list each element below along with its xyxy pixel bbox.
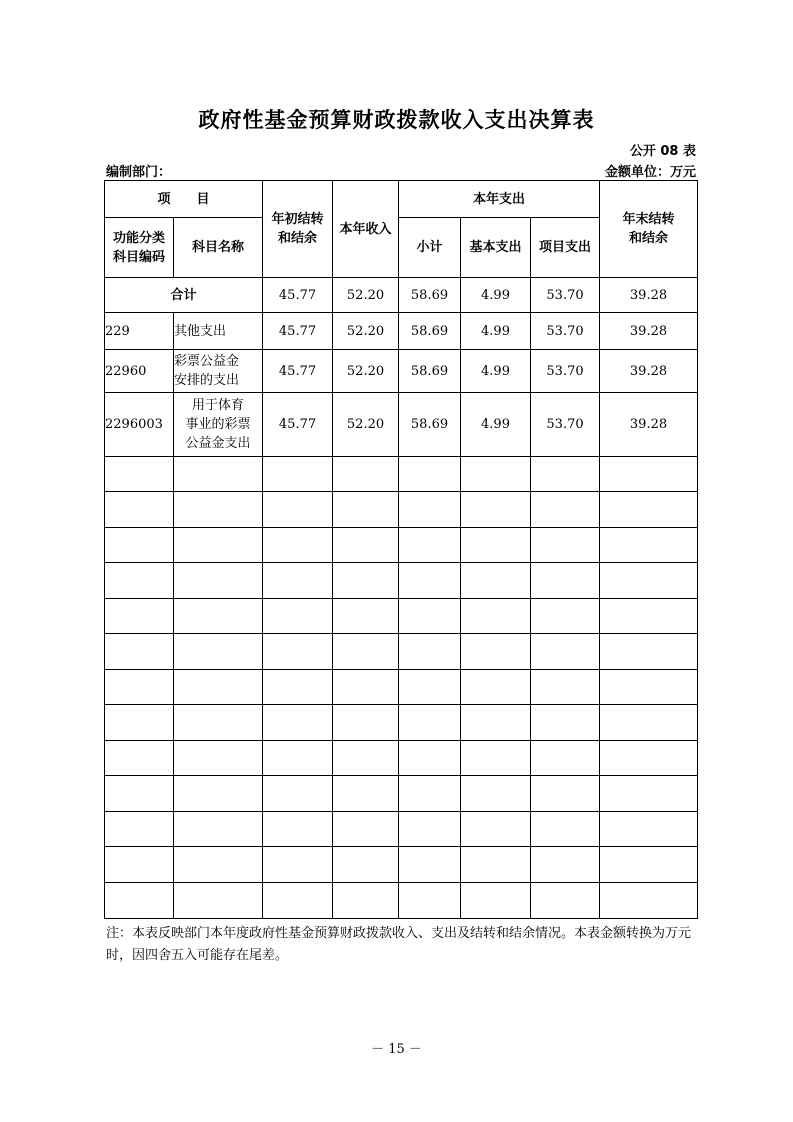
form-number: 公开 08 表 xyxy=(629,144,696,159)
header-project: 项目支出 xyxy=(531,218,600,278)
empty-row xyxy=(105,847,698,883)
empty-row xyxy=(105,670,698,705)
row-subtotal: 58.69 xyxy=(399,350,461,393)
empty-row xyxy=(105,741,698,776)
table-row xyxy=(105,393,698,457)
total-income: 52.20 xyxy=(333,278,399,313)
department-label: 编制部门： xyxy=(106,165,172,180)
header-begin-balance: 年初结转 和结余 xyxy=(263,181,333,278)
page-title: 政府性基金预算财政拨款收入支出决算表 xyxy=(198,108,595,132)
row-name: 其他支出 xyxy=(174,313,263,350)
empty-row xyxy=(105,492,698,528)
row-begin: 45.77 xyxy=(263,350,333,393)
budget-table xyxy=(104,180,698,919)
total-begin: 45.77 xyxy=(263,278,333,313)
total-project: 53.70 xyxy=(531,278,600,313)
row-begin: 45.77 xyxy=(263,393,333,457)
total-row xyxy=(105,278,698,313)
total-end: 39.28 xyxy=(600,278,698,313)
empty-row xyxy=(105,563,698,599)
row-end: 39.28 xyxy=(600,313,698,350)
empty-row xyxy=(105,599,698,634)
header-expense-group: 本年支出 xyxy=(399,181,600,218)
row-basic: 4.99 xyxy=(461,350,531,393)
row-end: 39.28 xyxy=(600,350,698,393)
header-subject-name: 科目名称 xyxy=(174,218,263,278)
row-subtotal: 58.69 xyxy=(399,393,461,457)
header-end-balance: 年末结转 和结余 xyxy=(600,181,698,278)
row-subtotal: 58.69 xyxy=(399,313,461,350)
empty-row xyxy=(105,812,698,847)
row-income: 52.20 xyxy=(333,393,399,457)
row-name: 用于体育 事业的彩票 公益金支出 xyxy=(174,393,263,457)
row-basic: 4.99 xyxy=(461,313,531,350)
row-begin: 45.77 xyxy=(263,313,333,350)
row-income: 52.20 xyxy=(333,350,399,393)
row-code: 22960 xyxy=(105,350,174,393)
empty-row xyxy=(105,883,698,919)
header-basic: 基本支出 xyxy=(461,218,531,278)
header-income: 本年收入 xyxy=(333,181,399,278)
table-row xyxy=(105,350,698,393)
empty-row xyxy=(105,705,698,741)
empty-row xyxy=(105,776,698,812)
row-project: 53.70 xyxy=(531,313,600,350)
row-income: 52.20 xyxy=(333,313,399,350)
footnote: 注：本表反映部门本年度政府性基金预算财政拨款收入、支出及结转和结余情况。本表金额转换为万元时，因四舍五入可能存在尾差。 xyxy=(106,926,692,963)
header-item: 项 目 xyxy=(105,181,263,218)
total-basic: 4.99 xyxy=(461,278,531,313)
row-end: 39.28 xyxy=(600,393,698,457)
total-subtotal: 58.69 xyxy=(399,278,461,313)
row-code: 229 xyxy=(105,313,174,350)
empty-row xyxy=(105,634,698,670)
table-row xyxy=(105,313,698,350)
total-label: 合计 xyxy=(105,278,263,313)
empty-row xyxy=(105,457,698,492)
header-subtotal: 小计 xyxy=(399,218,461,278)
row-name: 彩票公益金 安排的支出 xyxy=(174,350,263,393)
header-func-code: 功能分类 科目编码 xyxy=(105,218,174,278)
row-project: 53.70 xyxy=(531,393,600,457)
empty-row xyxy=(105,528,698,563)
row-basic: 4.99 xyxy=(461,393,531,457)
row-code: 2296003 xyxy=(105,393,174,457)
row-project: 53.70 xyxy=(531,350,600,393)
page-number: － 15 － xyxy=(371,1042,422,1057)
unit-label: 金额单位：万元 xyxy=(604,165,696,180)
